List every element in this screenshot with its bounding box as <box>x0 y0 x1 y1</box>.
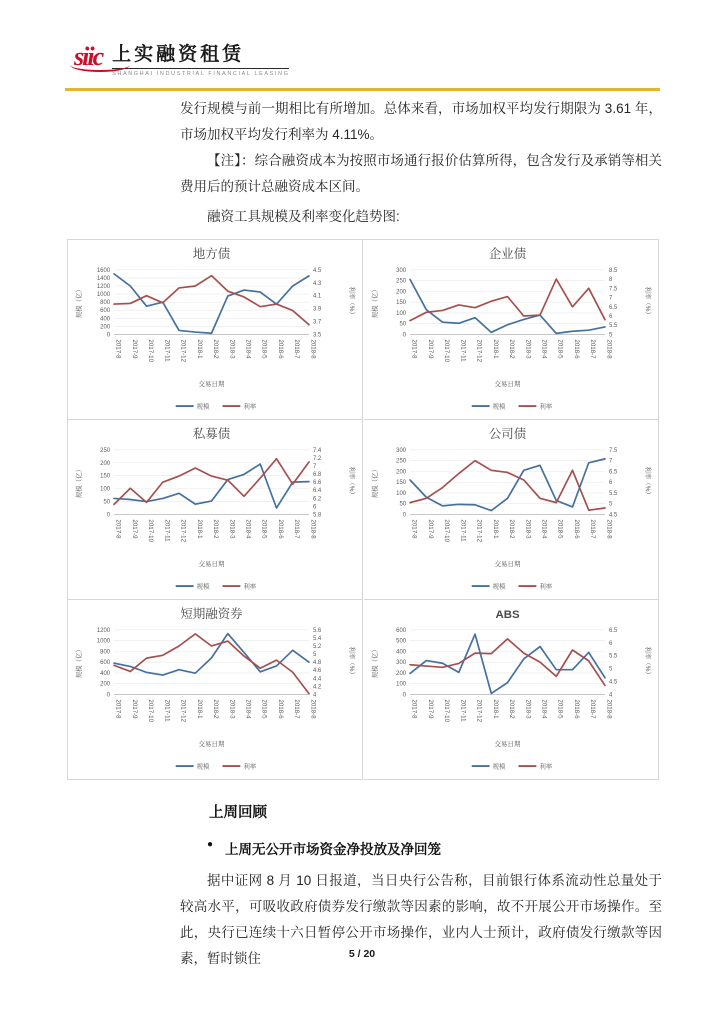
x-tick-label: 2018-3 <box>523 699 531 719</box>
left-tick-label: 100 <box>395 490 406 497</box>
x-tick-label: 2018-1 <box>195 699 203 719</box>
left-tick-label: 50 <box>398 501 406 508</box>
right-tick-label: 4.5 <box>312 267 322 274</box>
left-tick-label: 200 <box>100 460 111 467</box>
left-tick-label: 50 <box>398 321 406 328</box>
chart-svg-2 <box>364 240 658 419</box>
right-tick-label: 7 <box>608 458 612 465</box>
x-tick-label: 2018-2 <box>212 339 220 359</box>
x-tick-label: 2017-12 <box>475 699 483 723</box>
intro-paragraph-1: 发行规模与前一期相比有所增加。总体来看，市场加权平均发行期限为 3.61 年，市场加权平均发行利率为 4.11%。 <box>180 101 662 142</box>
chart-svg-4 <box>364 420 658 599</box>
x-tick-label: 2017-12 <box>475 339 483 363</box>
series-规模 <box>114 464 309 508</box>
right-tick-label: 5 <box>608 501 612 508</box>
bullet-text: 上周无公开市场资金净投放及净回笼 <box>225 842 441 857</box>
left-tick-label: 250 <box>100 447 111 454</box>
x-tick-label: 2017-12 <box>475 519 483 543</box>
left-tick-label: 0 <box>402 512 406 519</box>
x-tick-label: 2018-1 <box>491 519 499 539</box>
right-tick-label: 4.2 <box>312 684 322 691</box>
left-tick-label: 300 <box>395 660 406 667</box>
chart-svg-1 <box>68 240 362 419</box>
right-tick-label: 4.3 <box>312 280 322 287</box>
x-tick-label: 2017-8 <box>410 699 418 719</box>
right-tick-label: 4 <box>312 692 317 699</box>
left-tick-label: 200 <box>100 324 111 331</box>
charts-caption-block <box>180 204 662 230</box>
x-tick-label: 2018-1 <box>195 339 203 359</box>
x-tick-label: 2018-3 <box>228 339 236 359</box>
x-tick-label: 2018-6 <box>572 519 580 539</box>
right-tick-label: 6 <box>608 640 612 647</box>
x-tick-label: 2017-10 <box>147 339 155 363</box>
x-tick-label: 2017-10 <box>442 699 450 723</box>
chart-title: 地方债 <box>192 246 231 261</box>
x-tick-label: 2018-1 <box>195 519 203 539</box>
series-利率 <box>410 279 605 321</box>
right-tick-label: 5 <box>608 332 612 339</box>
x-tick-label: 2017-9 <box>130 699 138 719</box>
right-tick-label: 7 <box>312 463 317 470</box>
x-tick-label: 2018-3 <box>523 339 531 359</box>
left-tick-label: 300 <box>395 447 406 454</box>
logo-company-name: 上实融资租赁 <box>112 44 289 69</box>
x-tick-label: 2018-7 <box>588 339 596 359</box>
series-利率 <box>114 459 309 505</box>
right-tick-label: 6.2 <box>312 496 322 503</box>
x-tick-label: 2017-8 <box>114 699 122 719</box>
x-tick-label: 2018-6 <box>276 519 284 539</box>
legend-label-利率: 利率 <box>243 583 257 591</box>
x-tick-label: 2017-11 <box>458 699 466 722</box>
x-axis-title: 交易日期 <box>198 381 225 389</box>
x-tick-label: 2018-7 <box>293 339 301 359</box>
x-tick-label: 2017-8 <box>114 519 122 539</box>
x-tick-label: 2017-8 <box>410 339 418 359</box>
chart-title: ABS <box>494 608 520 621</box>
right-tick-label: 4.4 <box>312 676 322 683</box>
x-tick-label: 2017-9 <box>426 519 434 539</box>
left-tick-label: 250 <box>395 278 406 285</box>
left-tick-label: 400 <box>100 316 111 323</box>
legend-label-利率: 利率 <box>538 403 552 411</box>
x-tick-label: 2018-3 <box>523 519 531 539</box>
series-利率 <box>410 461 605 511</box>
left-tick-label: 0 <box>402 332 406 339</box>
x-tick-label: 2018-5 <box>260 339 268 359</box>
x-tick-label: 2018-1 <box>491 339 499 359</box>
review-paragraph: 据中证网 8 月 10 日报道，当日央行公告称，目前银行体系流动性总量处于较高水平，可吸收政府债券发行缴款等因素的影响，故不开展公开市场操作。至此，央行已连续十六日暂停公开市场操作，业内人士预计，政府债发行缴款等因素，暂时锁住 <box>180 873 662 966</box>
right-tick-label: 3.5 <box>312 332 322 339</box>
intro-text-block <box>180 96 662 200</box>
x-tick-label: 2018-7 <box>293 519 301 539</box>
left-tick-label: 1600 <box>96 267 111 274</box>
x-tick-label: 2018-6 <box>572 699 580 719</box>
chart-title: 短期融资券 <box>180 606 243 621</box>
left-axis-title: 规模（亿） <box>371 466 379 499</box>
left-tick-label: 0 <box>402 692 406 699</box>
right-tick-label: 6.5 <box>608 469 617 476</box>
x-tick-label: 2017-11 <box>458 339 466 362</box>
x-tick-label: 2017-9 <box>130 339 138 359</box>
intro-paragraph-note: 【注】：综合融资成本为按照市场通行报价估算所得，包含发行及承销等相关费用后的预计总融资成本区间。 <box>180 153 662 194</box>
logo-text-block <box>112 44 289 77</box>
x-tick-label: 2018-7 <box>588 519 596 539</box>
legend-label-规模: 规模 <box>492 763 506 771</box>
company-logo <box>74 44 289 77</box>
x-tick-label: 2018-2 <box>507 699 515 719</box>
x-tick-label: 2017-12 <box>179 699 187 723</box>
x-tick-label: 2018-8 <box>309 339 317 359</box>
x-axis-title: 交易日期 <box>494 381 520 389</box>
chart-panel-5 <box>68 600 363 780</box>
chart-svg-6 <box>364 600 658 779</box>
left-axis-title: 规模（亿） <box>76 466 84 499</box>
x-axis-title: 交易日期 <box>198 561 225 569</box>
x-tick-label: 2018-6 <box>572 339 580 359</box>
left-axis-title: 规模（亿） <box>76 646 84 679</box>
left-tick-label: 1000 <box>96 292 111 299</box>
x-tick-label: 2018-1 <box>491 699 499 719</box>
right-tick-label: 5.5 <box>608 323 617 330</box>
left-tick-label: 0 <box>106 692 111 699</box>
left-tick-label: 50 <box>103 499 111 506</box>
chart-panel-3 <box>68 420 363 600</box>
legend-label-利率: 利率 <box>538 763 552 771</box>
header-gold-rule <box>65 88 660 91</box>
x-tick-label: 2017-12 <box>179 519 187 543</box>
right-tick-label: 7.5 <box>608 447 617 454</box>
x-tick-label: 2017-11 <box>458 519 466 542</box>
left-tick-label: 200 <box>100 681 111 688</box>
left-tick-label: 0 <box>106 512 111 519</box>
left-tick-label: 400 <box>100 670 111 677</box>
left-axis-title: 规模（亿） <box>371 646 379 679</box>
x-tick-label: 2018-2 <box>507 519 515 539</box>
left-tick-label: 150 <box>395 480 406 487</box>
x-tick-label: 2018-7 <box>588 699 596 719</box>
x-tick-label: 2018-7 <box>293 699 301 719</box>
x-tick-label: 2018-6 <box>276 699 284 719</box>
x-tick-label: 2018-2 <box>212 699 220 719</box>
right-tick-label: 7 <box>608 295 612 302</box>
right-axis-title: 利率（%） <box>643 286 651 318</box>
right-tick-label: 6 <box>312 504 317 511</box>
x-tick-label: 2018-5 <box>556 339 564 359</box>
x-tick-label: 2017-9 <box>426 699 434 719</box>
series-规模 <box>410 459 605 511</box>
right-tick-label: 5.2 <box>312 643 322 650</box>
series-规模 <box>114 274 309 333</box>
right-tick-label: 4.1 <box>312 293 322 300</box>
right-tick-label: 6.8 <box>312 472 322 479</box>
series-规模 <box>410 634 605 693</box>
right-tick-label: 3.9 <box>312 306 322 313</box>
right-tick-label: 5.5 <box>608 490 617 497</box>
x-axis-title: 交易日期 <box>494 561 520 569</box>
x-tick-label: 2017-8 <box>114 339 122 359</box>
bullet-item <box>180 838 662 858</box>
legend-label-利率: 利率 <box>243 403 257 411</box>
right-tick-label: 3.7 <box>312 319 322 326</box>
series-规模 <box>114 634 309 675</box>
left-tick-label: 150 <box>100 473 111 480</box>
x-tick-label: 2017-11 <box>163 699 171 722</box>
right-tick-label: 5 <box>312 652 317 659</box>
right-tick-label: 4.6 <box>312 668 322 675</box>
right-tick-label: 5.5 <box>608 653 617 660</box>
x-axis-title: 交易日期 <box>494 741 520 749</box>
right-axis-title: 利率（%） <box>643 646 651 678</box>
right-tick-label: 6.4 <box>312 488 322 495</box>
right-tick-label: 5.8 <box>312 512 322 519</box>
right-tick-label: 5.6 <box>312 627 322 634</box>
left-tick-label: 200 <box>395 670 406 677</box>
left-tick-label: 1200 <box>96 627 111 634</box>
x-tick-label: 2018-8 <box>604 519 612 539</box>
left-tick-label: 200 <box>395 469 406 476</box>
right-axis-title: 利率（%） <box>347 646 355 678</box>
x-tick-label: 2017-12 <box>179 339 187 363</box>
left-tick-label: 1400 <box>96 275 111 282</box>
left-tick-label: 500 <box>395 638 406 645</box>
series-规模 <box>410 280 605 334</box>
right-tick-label: 8 <box>608 277 612 284</box>
x-tick-label: 2018-4 <box>539 519 547 539</box>
chart-panel-1 <box>68 240 363 420</box>
charts-grid <box>67 239 659 780</box>
x-tick-label: 2018-5 <box>556 699 564 719</box>
chart-title: 私募债 <box>192 426 231 441</box>
right-axis-title: 利率（%） <box>347 466 355 498</box>
legend-label-规模: 规模 <box>196 583 210 591</box>
right-tick-label: 6 <box>608 313 612 320</box>
charts-caption: 融资工具规模及利率变化趋势图: <box>207 209 400 224</box>
x-tick-label: 2018-8 <box>604 339 612 359</box>
legend-label-利率: 利率 <box>243 763 257 771</box>
x-tick-label: 2018-3 <box>228 519 236 539</box>
x-tick-label: 2017-11 <box>163 339 171 362</box>
chart-title: 公司债 <box>488 426 526 441</box>
page-number: 5 / 20 <box>348 948 376 960</box>
left-tick-label: 0 <box>106 332 111 339</box>
logo-company-subtitle: SHANGHAI INDUSTRIAL FINANCIAL LEASING <box>112 71 290 77</box>
left-tick-label: 200 <box>395 289 406 296</box>
legend-label-规模: 规模 <box>492 403 506 411</box>
chart-panel-4 <box>364 420 659 600</box>
x-tick-label: 2018-8 <box>604 699 612 719</box>
right-tick-label: 6 <box>608 480 612 487</box>
left-tick-label: 800 <box>100 649 111 656</box>
left-tick-label: 100 <box>395 681 406 688</box>
x-tick-label: 2017-10 <box>147 699 155 723</box>
x-tick-label: 2017-8 <box>410 519 418 539</box>
left-axis-title: 规模（亿） <box>76 286 84 319</box>
right-tick-label: 6.6 <box>312 480 322 487</box>
chart-panel-6 <box>364 600 659 780</box>
left-tick-label: 1200 <box>96 283 111 290</box>
siic-logo-mark: siic <box>74 44 112 70</box>
section-heading-last-week-review: 上周回顾 <box>209 805 267 821</box>
x-tick-label: 2017-9 <box>426 339 434 359</box>
left-tick-label: 150 <box>395 300 406 307</box>
chart-svg-3 <box>68 420 362 599</box>
x-tick-label: 2017-10 <box>147 519 155 543</box>
left-tick-label: 300 <box>395 267 406 274</box>
left-axis-title: 规模（亿） <box>371 286 379 319</box>
x-tick-label: 2017-10 <box>442 339 450 363</box>
x-tick-label: 2018-4 <box>244 519 252 539</box>
chart-svg-5 <box>68 600 362 779</box>
right-tick-label: 6.5 <box>608 627 617 634</box>
x-tick-label: 2018-3 <box>228 699 236 719</box>
left-tick-label: 400 <box>395 649 406 656</box>
right-tick-label: 7.5 <box>608 286 617 293</box>
x-tick-label: 2018-8 <box>309 699 317 719</box>
x-tick-label: 2017-11 <box>163 519 171 542</box>
right-tick-label: 5 <box>608 666 612 673</box>
right-tick-label: 4.5 <box>608 679 617 686</box>
right-axis-title: 利率（%） <box>347 286 355 318</box>
legend-label-利率: 利率 <box>538 583 552 591</box>
right-tick-label: 8.5 <box>608 267 617 274</box>
x-tick-label: 2018-4 <box>539 339 547 359</box>
x-axis-title: 交易日期 <box>198 741 225 749</box>
x-tick-label: 2018-6 <box>276 339 284 359</box>
x-tick-label: 2017-9 <box>130 519 138 539</box>
legend-label-规模: 规模 <box>492 583 506 591</box>
right-tick-label: 7.4 <box>312 447 322 454</box>
left-tick-label: 100 <box>100 486 111 493</box>
left-tick-label: 800 <box>100 300 111 307</box>
x-tick-label: 2018-5 <box>260 699 268 719</box>
x-tick-label: 2017-10 <box>442 519 450 543</box>
legend-label-规模: 规模 <box>196 763 210 771</box>
x-tick-label: 2018-4 <box>244 699 252 719</box>
chart-title: 企业债 <box>488 246 526 261</box>
bullet-icon: ● <box>207 839 214 850</box>
x-tick-label: 2018-2 <box>212 519 220 539</box>
x-tick-label: 2018-8 <box>309 519 317 539</box>
right-axis-title: 利率（%） <box>643 466 651 498</box>
right-tick-label: 5.4 <box>312 635 322 642</box>
legend-label-规模: 规模 <box>196 403 210 411</box>
left-tick-label: 600 <box>100 660 111 667</box>
x-tick-label: 2018-2 <box>507 339 515 359</box>
x-tick-label: 2018-4 <box>539 699 547 719</box>
right-tick-label: 7.2 <box>312 455 322 462</box>
left-tick-label: 250 <box>395 458 406 465</box>
right-tick-label: 4.8 <box>312 660 322 667</box>
left-tick-label: 1000 <box>96 638 111 645</box>
right-tick-label: 6.5 <box>608 304 617 311</box>
right-tick-label: 4.5 <box>608 512 617 519</box>
left-tick-label: 600 <box>100 308 111 315</box>
right-tick-label: 4 <box>608 692 612 699</box>
left-tick-label: 600 <box>395 627 406 634</box>
x-tick-label: 2018-5 <box>556 519 564 539</box>
left-tick-label: 100 <box>395 310 406 317</box>
x-tick-label: 2018-4 <box>244 339 252 359</box>
chart-panel-2 <box>364 240 659 420</box>
x-tick-label: 2018-5 <box>260 519 268 539</box>
